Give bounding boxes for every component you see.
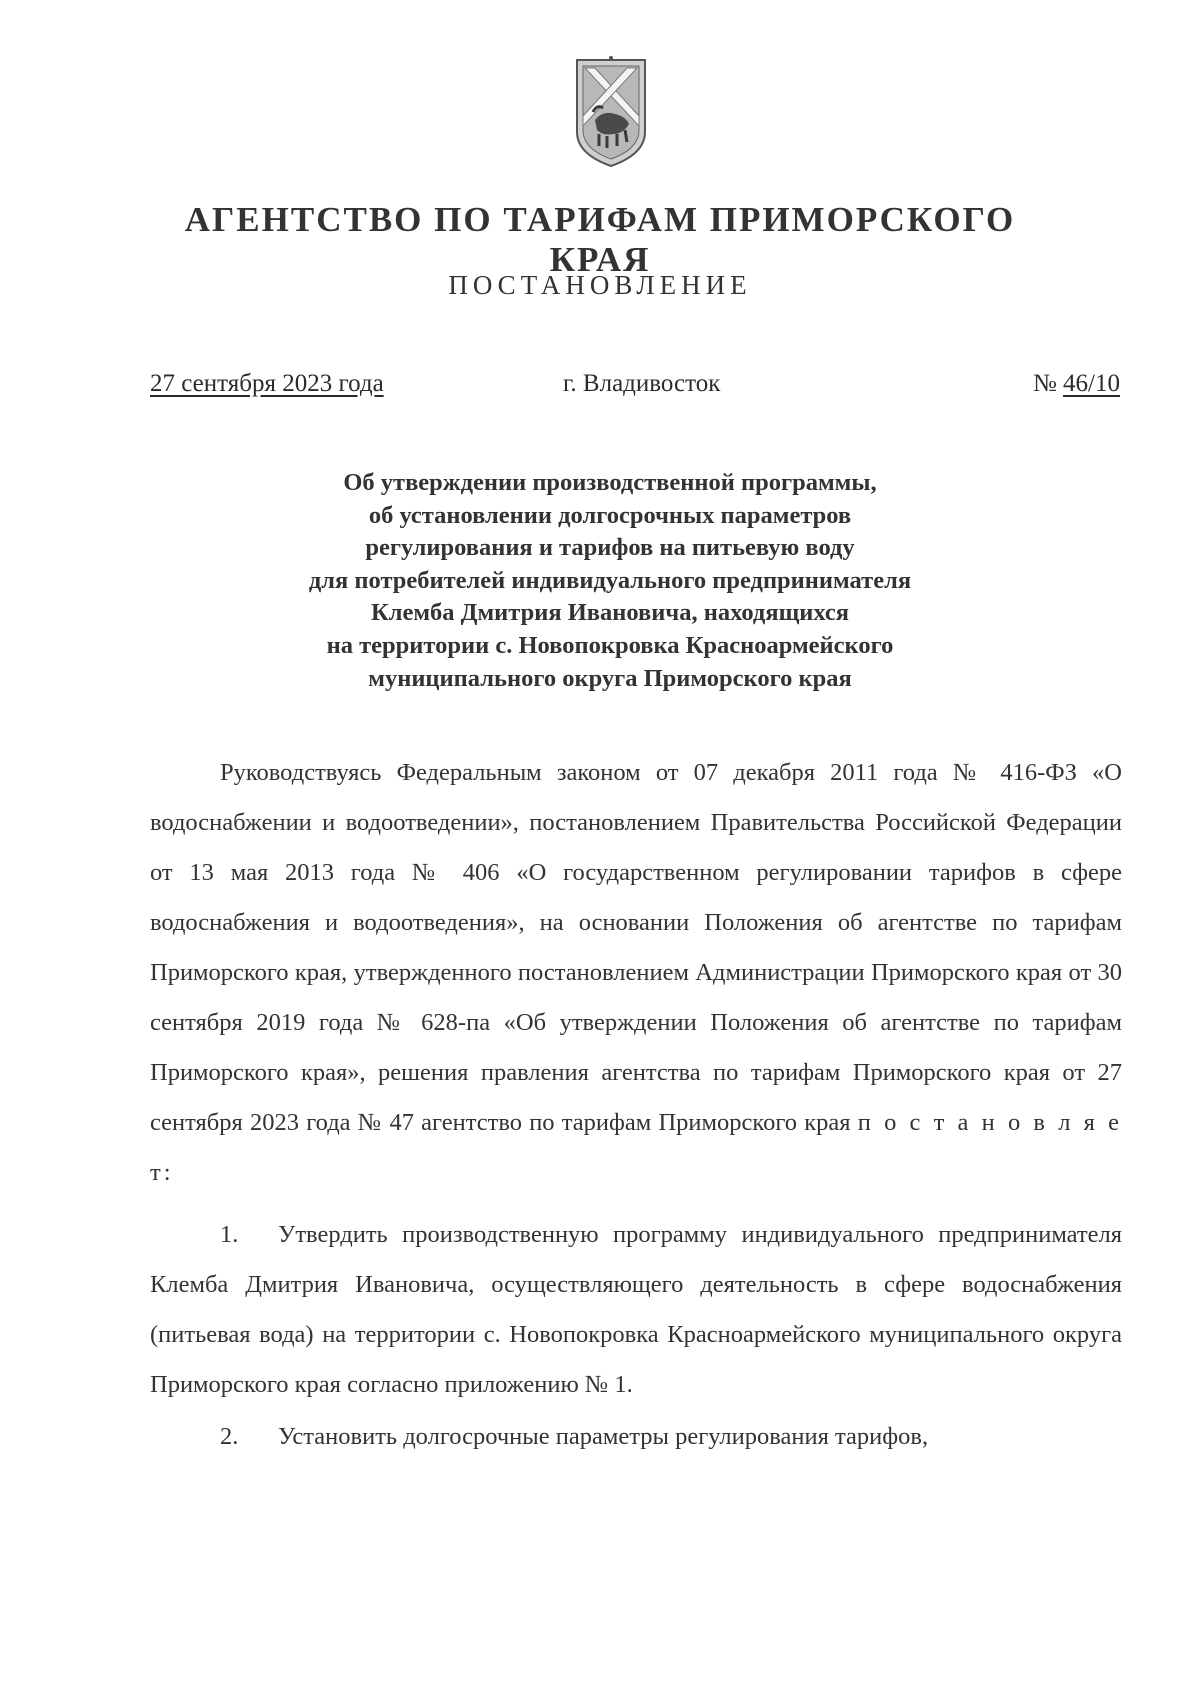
document-type: ПОСТАНОВЛЕНИЕ bbox=[448, 270, 752, 300]
title-line: Об утверждении производственной программы, bbox=[343, 469, 877, 496]
title-line: муниципального округа Приморского края bbox=[368, 664, 852, 692]
item-2-text: Установить долгосрочные параметры регулирования тарифов, bbox=[278, 1423, 929, 1450]
document-city: г. Владивосток bbox=[563, 370, 721, 397]
preamble-text: Руководствуясь Федеральным законом от 07 декабря 2011 года № 416-ФЗ «О водоснабжении и водоотведении», постановлением Правительства Российской Федерации от 13 мая 2013 года № 406 «О государственном регулировании тарифов в сфере водоснабжения и водоотведения», на основании Положения об агентстве по тарифам Приморского края, утвержденного постановлением Администрации Приморского края от 30 сентября 2019 года № 628-па «Об утверждении Положения об агентстве по тарифам Приморского края», решения правления агентства по тарифам Приморского края от 27 сентября 2023 года № 47 агентство по тарифам Приморского края bbox=[150, 759, 1122, 1136]
document-number bbox=[1033, 370, 1120, 398]
item-2-paragraph bbox=[150, 1412, 1122, 1462]
coat-of-arms-icon bbox=[573, 54, 649, 170]
title-line: для потребителей индивидуального предпринимателя bbox=[308, 566, 912, 594]
number-prefix: № bbox=[1032, 370, 1057, 397]
item-1-text: Утвердить производственную программу индивидуального предпринимателя Клемба Дмитрия Ивановича, осуществляющего деятельность в сфере водоснабжения (питьевая вода) на территории с. Новопокровка Красноармейского муниципального округа Приморского края согласно приложению № 1. bbox=[150, 1221, 1122, 1398]
document-meta bbox=[150, 370, 1120, 410]
item-number: 1. bbox=[220, 1221, 239, 1248]
title-line: на территории с. Новопокровка Красноармейского bbox=[326, 631, 894, 659]
title-line: об установлении долгосрочных параметров bbox=[368, 501, 852, 529]
document-body bbox=[150, 748, 1122, 1462]
item-number: 2. bbox=[220, 1423, 239, 1450]
title-line: регулирования и тарифов на питьевую воду bbox=[365, 534, 855, 562]
preamble-paragraph bbox=[150, 748, 1122, 1198]
title-line: Клемба Дмитрия Ивановича, находящихся bbox=[370, 599, 850, 627]
agency-name: АГЕНТСТВО ПО ТАРИФАМ ПРИМОРСКОГО КРАЯ bbox=[184, 200, 1016, 279]
number-value: 46/10 bbox=[1063, 370, 1120, 397]
document-date: 27 сентября 2023 года bbox=[150, 370, 384, 397]
resolves-text: п о с т а н о в л я е т: bbox=[150, 1109, 1123, 1186]
document-title bbox=[200, 467, 1020, 695]
item-1-paragraph bbox=[150, 1210, 1122, 1410]
